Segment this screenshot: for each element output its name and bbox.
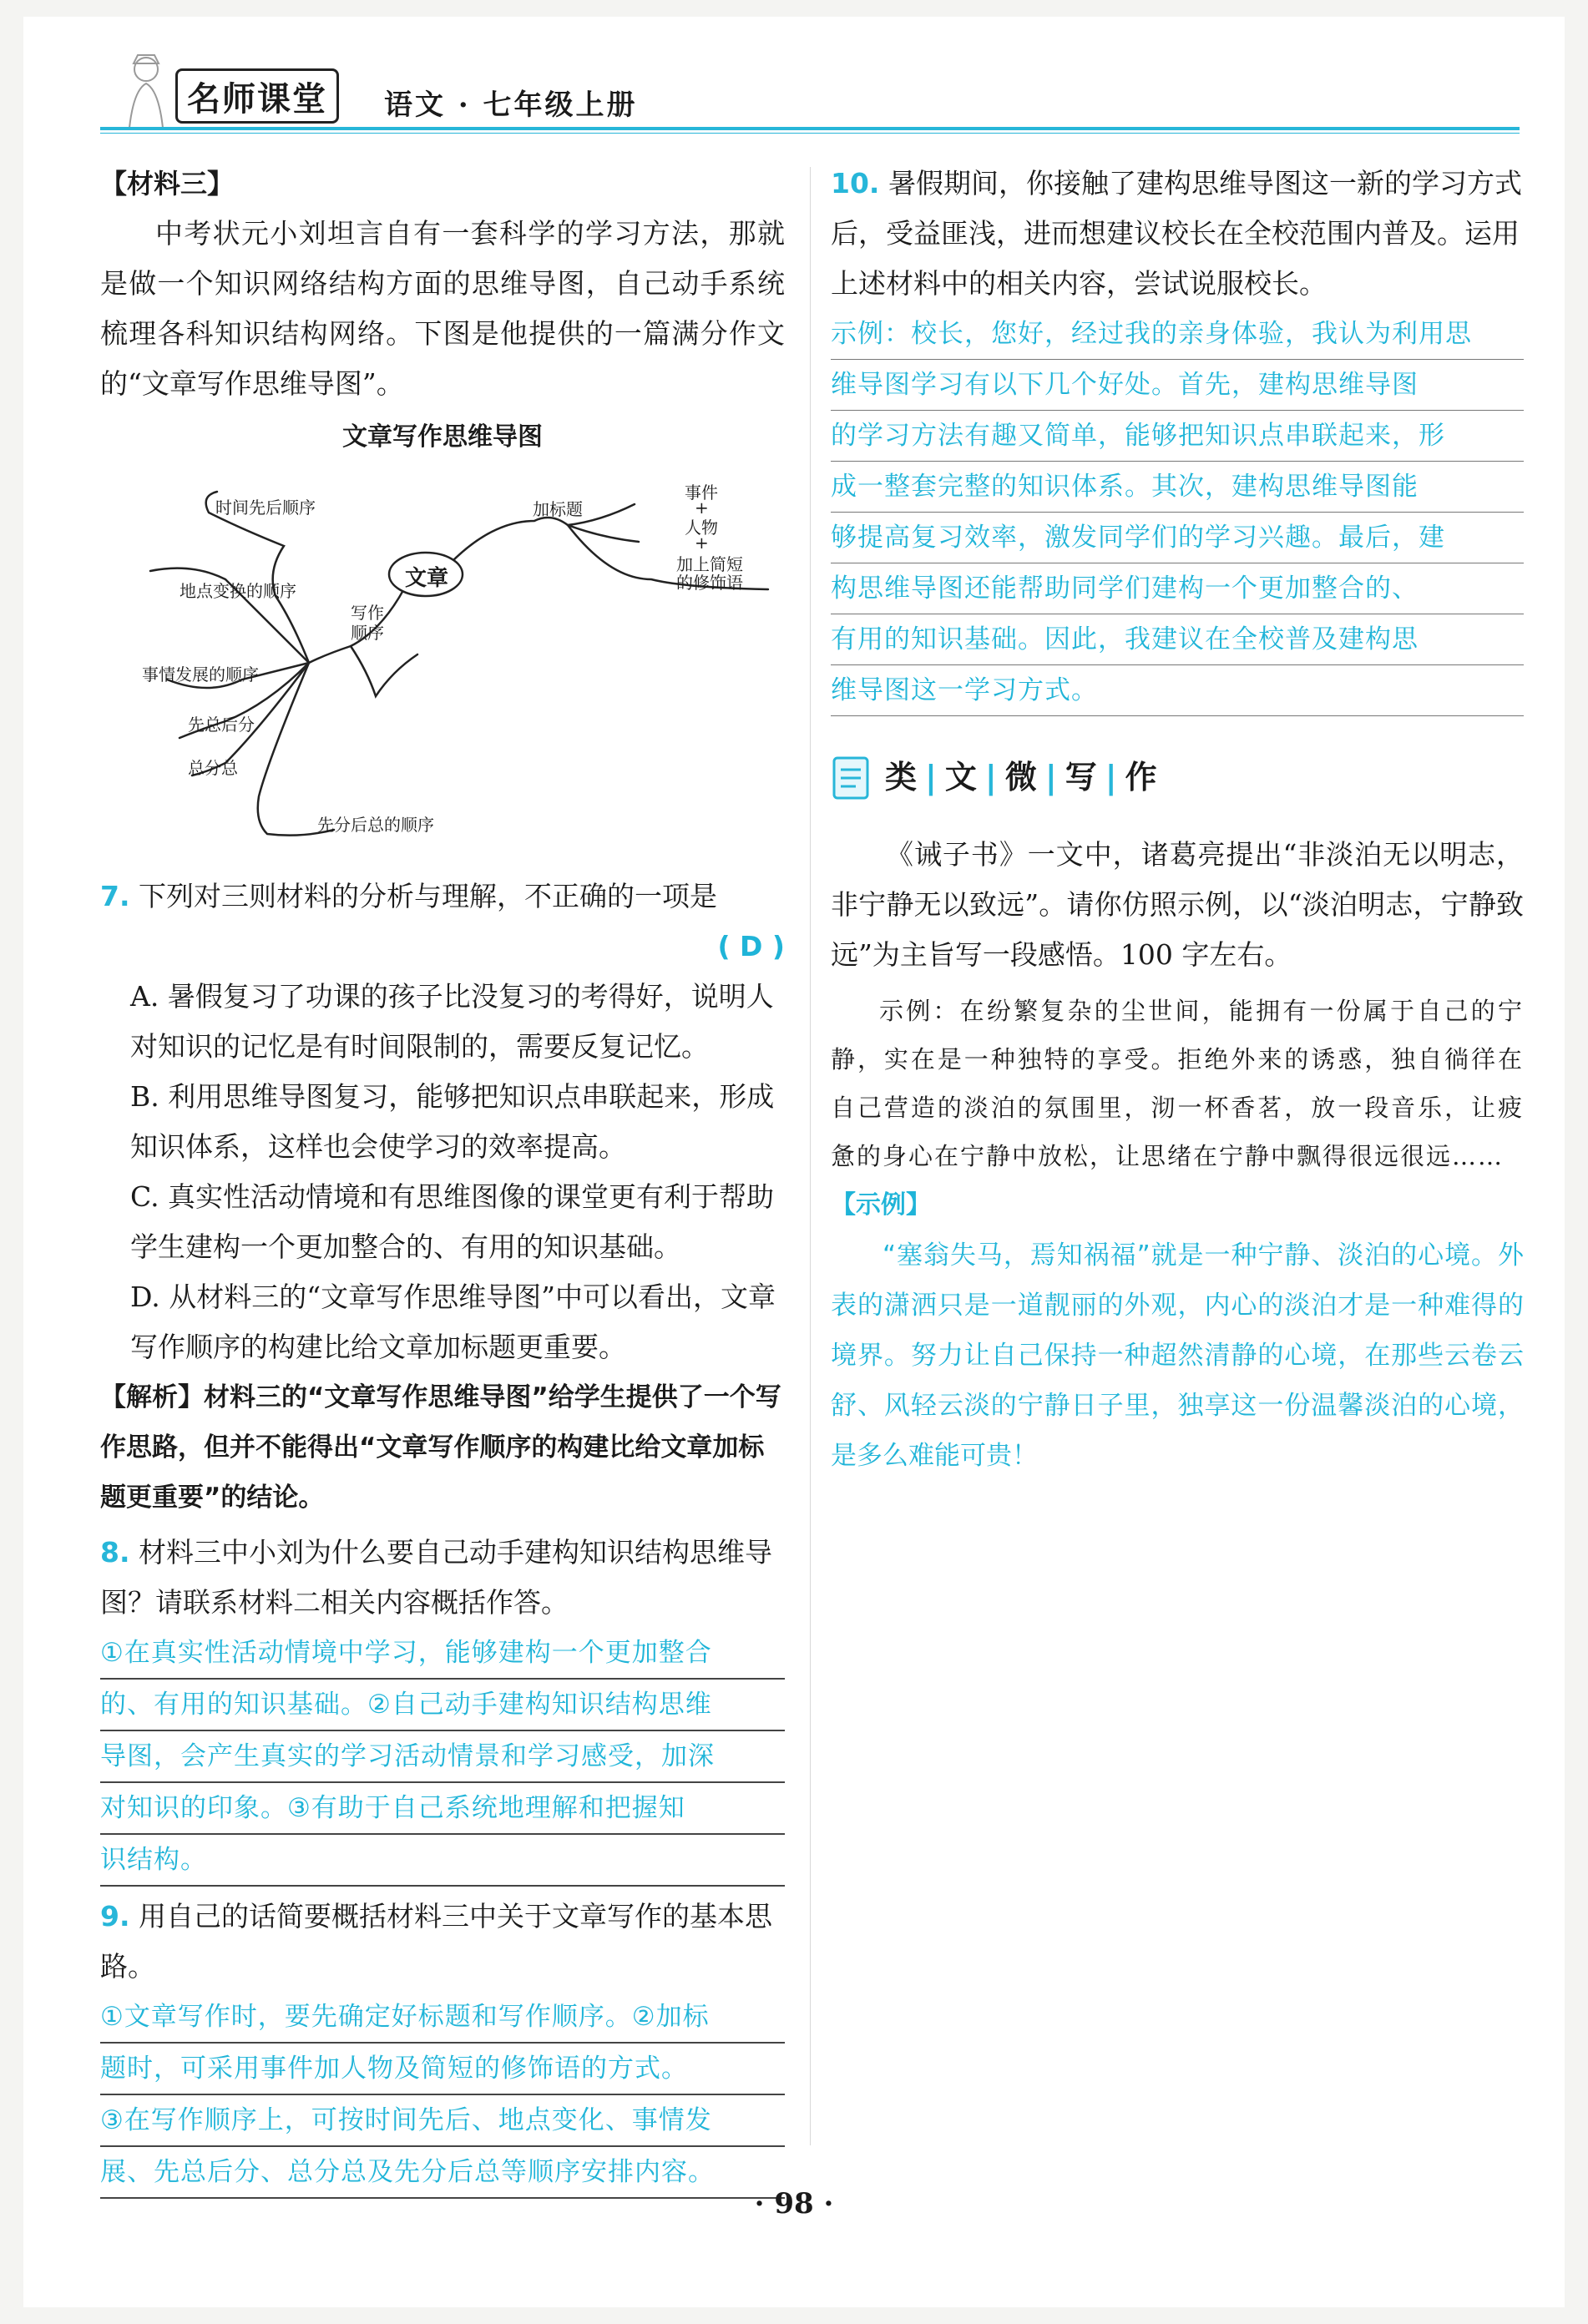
q7-number: 7. (100, 880, 130, 912)
q10-stem (831, 159, 1524, 309)
mind-leaf-person: 人物 (685, 518, 718, 538)
section-separator: | (925, 759, 938, 796)
q9-stem-text: 用自己的话简要概括材料三中关于文章写作的基本思路。 (100, 1900, 772, 1983)
q7-stem-text: 下列对三则材料的分析与理解，不正确的一项是 (139, 880, 717, 912)
mind-leaf-modifier-1: 加上简短 (676, 554, 743, 574)
scholar-figure-icon (109, 48, 184, 132)
q10-answer-line-7: 有用的知识基础。因此，我建议在全校普及建构思 (831, 614, 1524, 665)
section-char-1: 类 (885, 759, 919, 796)
example-text: “塞翁失马，焉知祸福”就是一种宁静、淡泊的心境。外表的潇洒只是一道靓丽的外观，内心的淡泊才是一种难得的境界。努力让自己保持一种超然清静的心境，在那些云卷云舒、风轻云淡的宁静日子里，独享这一份温馨淡泊的心境，是多么难能可贵！ (831, 1240, 1524, 1471)
q9-answer (100, 1992, 785, 2199)
q9-answer-line-2: 题时，可采用事件加人物及简短的修饰语的方式。 (100, 2044, 785, 2095)
book-subtitle: 语文 · 七年级上册 (384, 88, 638, 122)
mind-map-title: 文章写作思维导图 (342, 422, 543, 452)
section-char-5: 作 (1125, 759, 1159, 796)
material-three-text: 中考状元小刘坦言自有一套科学的学习方法，那就是做一个知识网络结构方面的思维导图，自己动手系统梳理各科知识结构网络。下图是他提供的一篇满分作文的“文章写作思维导图”。 (100, 217, 785, 400)
mind-leaf-modifier-2: 的修饰语 (676, 573, 743, 593)
q7-stem (100, 872, 785, 922)
section-char-3: 微 (1004, 759, 1039, 796)
mind-branch-title: 加标题 (533, 499, 583, 519)
q8-answer (100, 1628, 785, 1887)
q10-answer-line-2: 维导图学习有以下几个好处。首先，建构思维导图 (831, 360, 1524, 411)
q10-stem-text: 暑假期间，你接触了建构思维导图这一新的学习方式后，受益匪浅，进而想建议校长在全校范围内普及。运用上述材料中的相关内容，尝试说服校长。 (831, 167, 1522, 300)
page-number: · 98 · (754, 2187, 834, 2220)
q7-option-d: D. 从材料三的“文章写作思维导图”中可以看出，文章写作顺序的构建比给文章加标题更重要。 (130, 1281, 776, 1363)
mind-leaf-part-first: 先分后总的顺序 (317, 815, 434, 835)
section-separator: | (1105, 759, 1119, 796)
mind-center-label: 文章 (405, 566, 449, 591)
mind-leaf-time: 时间先后顺序 (215, 498, 316, 518)
q7-answer: ( D ) (717, 930, 785, 962)
q8-answer-line-1: ①在真实性活动情境中学习，能够建构一个更加整合 (100, 1628, 785, 1680)
section-separator: | (984, 759, 999, 796)
q8-answer-line-3: 导图，会产生真实的学习活动情景和学习感受，加深 (100, 1731, 785, 1783)
brand-title: 名师课堂 (175, 68, 339, 124)
writing-prompt: 《诫子书》一文中，诸葛亮提出“非淡泊无以明志，非宁静无以致远”。请你仿照示例，以“淡泊明志，宁静致远”为主旨写一段感悟。100 字左右。 (831, 838, 1524, 971)
q10-answer-line-1: 示例：校长，您好，经过我的亲身体验，我认为利用思 (831, 309, 1524, 360)
q9-answer-line-1: ①文章写作时，要先确定好标题和写作顺序。②加标 (100, 1992, 785, 2044)
mind-leaf-total-part-total: 总分总 (188, 758, 238, 778)
section-header (831, 746, 1524, 821)
q8-number: 8. (100, 1536, 130, 1569)
right-column (831, 159, 1524, 1481)
mind-map (100, 462, 785, 863)
q7-option-b: B. 利用思维导图复习，能够把知识点串联起来，形成知识体系，这样也会使学习的效率提高。 (130, 1080, 775, 1163)
material-three-tag: 【材料三】 (100, 168, 235, 200)
q8-stem (100, 1528, 785, 1628)
q9-answer-line-4: 展、先总后分、总分总及先分后总等顺序安排内容。 (100, 2147, 785, 2199)
q10-answer-line-4: 成一整套完整的知识体系。其次，建构思维导图能 (831, 462, 1524, 513)
q10-answer-line-5: 够提高复习效率，激发同学们的学习兴趣。最后，建 (831, 513, 1524, 563)
example-tag: 【示例】 (831, 1190, 931, 1220)
q7-option-c: C. 真实性活动情境和有思维图像的课堂更有利于帮助学生建构一个更加整合的、有用的知识基础。 (130, 1180, 775, 1263)
q10-answer-line-8: 维导图这一学习方式。 (831, 665, 1524, 716)
header-rule (100, 127, 1520, 130)
q9-stem (100, 1892, 785, 1992)
writing-sample: 示例：在纷繁复杂的尘世间，能拥有一份属于自己的宁静，实在是一种独特的享受。拒绝外来的诱惑，独自徜徉在自己营造的淡泊的氛围里，沏一杯香茗，放一段音乐，让疲惫的身心在宁静中放松，让思绪在宁静中飘得很远很远…… (831, 997, 1524, 1170)
section-separator: | (1044, 759, 1059, 796)
q7-analysis: 【解析】材料三的“文章写作思维导图”给学生提供了一个写作思路，但并不能得出“文章写作顺序的构建比给文章加标题更重要”的结论。 (100, 1382, 781, 1513)
mind-leaf-event: 事件 (685, 482, 718, 503)
writing-icon (831, 755, 874, 801)
q9-number: 9. (100, 1900, 130, 1932)
q10-answer-line-6: 构思维导图还能帮助同学们建构一个更加整合的、 (831, 563, 1524, 614)
q7-answer-row (100, 922, 785, 972)
mind-leaf-total-first: 先总后分 (188, 715, 255, 735)
mind-branch-order: 写作顺序 (351, 603, 384, 643)
header-rule-thin (100, 133, 1520, 134)
mind-leaf-event-order: 事情发展的顺序 (142, 664, 259, 685)
q8-answer-line-5: 识结构。 (100, 1835, 785, 1887)
left-column (100, 159, 785, 2199)
mind-leaf-place: 地点变换的顺序 (180, 581, 296, 601)
q9-answer-line-3: ③在写作顺序上，可按时间先后、地点变化、事情发 (100, 2095, 785, 2147)
q8-answer-line-2: 的、有用的知识基础。②自己动手建构知识结构思维 (100, 1680, 785, 1731)
q8-stem-text: 材料三中小刘为什么要自己动手建构知识结构思维导图？请联系材料二相关内容概括作答。 (100, 1536, 772, 1619)
section-char-2: 文 (944, 759, 979, 796)
section-char-4: 写 (1065, 759, 1099, 796)
section-title (885, 751, 1159, 797)
mind-leaf-plus1: + (695, 498, 709, 518)
q7-option-a: A. 暑假复习了功课的孩子比没复习的考得好，说明人对知识的记忆是有时间限制的，需要反复记忆。 (130, 980, 774, 1063)
mind-leaf-plus2: + (695, 533, 709, 553)
column-divider (810, 167, 811, 2145)
q10-answer (831, 309, 1524, 716)
q10-answer-line-3: 的学习方法有趣又简单，能够把知识点串联起来，形 (831, 411, 1524, 462)
q8-answer-line-4: 对知识的印象。③有助于自己系统地理解和把握知 (100, 1783, 785, 1835)
q10-number: 10. (831, 167, 880, 200)
